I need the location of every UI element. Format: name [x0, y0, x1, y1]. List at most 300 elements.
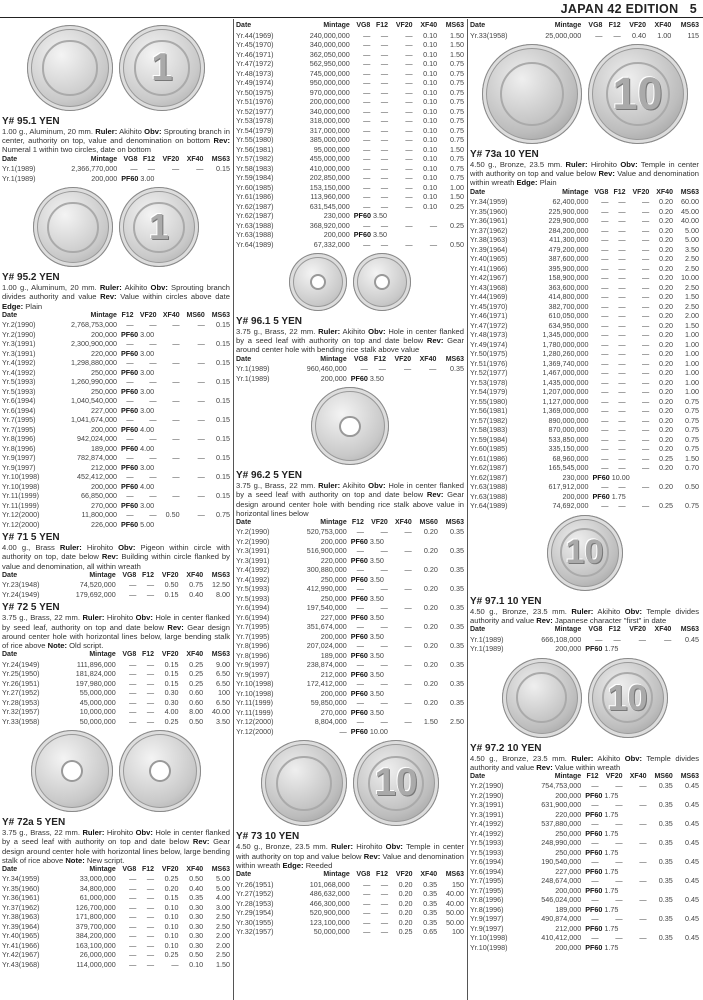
date-cell: Yr.35(1960): [2, 883, 40, 893]
price-cell: —: [601, 387, 609, 397]
price-cell: —: [129, 716, 137, 726]
proof-price: 10.00: [369, 726, 388, 736]
1yen-rev-coin-image: [119, 25, 205, 111]
price-cell: —: [601, 406, 609, 416]
proof-value-cell: [350, 211, 464, 221]
price-cell: 0.10: [164, 921, 179, 931]
catalog-entry: [470, 654, 699, 953]
price-cell: —: [405, 30, 413, 40]
entry-title: Y# 72 5 YEN: [2, 602, 60, 614]
date-cell: Yr.53(1978): [236, 116, 274, 125]
price-cell: 0.20: [658, 273, 673, 283]
price-cell: 0.20: [423, 622, 438, 632]
price-cell: —: [613, 634, 621, 644]
proof-row: [2, 406, 230, 416]
price-cell: 0.30: [189, 931, 204, 941]
price-cell: 1.50: [685, 453, 699, 463]
table-row: [2, 510, 230, 520]
column-header: MS63: [211, 651, 230, 659]
proof-value-cell: [347, 594, 464, 604]
price-cell: —: [639, 800, 647, 810]
price-cell: 0.75: [685, 444, 699, 454]
column-header: Date: [470, 188, 486, 196]
proof-price: 3.00: [140, 462, 155, 472]
mintage-cell: 225,900,000: [548, 206, 589, 216]
price-cell: 0.20: [658, 216, 673, 226]
price-cell: —: [618, 235, 626, 245]
price-cell: 0.20: [658, 254, 673, 264]
table-row: [236, 40, 464, 50]
price-cell: —: [363, 879, 371, 889]
date-cell: Yr.5(1993): [236, 584, 270, 594]
table-row: [236, 584, 464, 594]
mintage-cell: 617,912,000: [548, 482, 589, 492]
date-cell: Yr.4(1992): [236, 565, 270, 575]
coin-images: [470, 654, 699, 740]
column-header: VF20: [161, 651, 179, 659]
date-cell: Yr.55(1980): [236, 135, 274, 144]
price-cell: —: [146, 697, 155, 707]
5yen-obv-coin-image: [289, 253, 347, 311]
price-cell: —: [380, 889, 389, 899]
column-header: VF20: [162, 155, 180, 163]
price-cell: 0.20: [658, 282, 673, 292]
proof-value-cell: [347, 708, 464, 718]
date-cell: Yr.64(1989): [236, 239, 274, 249]
mintage-cell: 950,000,000: [309, 78, 350, 87]
mintage-cell: 412,990,000: [306, 584, 347, 594]
entry-title: Y# 71 5 YEN: [2, 532, 60, 544]
price-cell: 0.20: [658, 368, 673, 378]
price-cell: —: [129, 688, 137, 698]
description-label: Rev:: [167, 622, 184, 632]
column-header: Mintage: [89, 571, 116, 579]
price-cell: 0.10: [164, 940, 179, 950]
price-cell: —: [615, 857, 623, 867]
description-text: 3.75 g., Brass, 22 mm.: [236, 327, 316, 336]
price-cell: —: [404, 679, 412, 689]
proof-row: [470, 473, 699, 483]
date-cell: Yr.61(1986): [470, 453, 508, 463]
description-text: Gear design around center hole with bending rice stalk above value in horizontal lines below: [236, 490, 464, 518]
proof-price: 4.00: [140, 481, 155, 491]
mintage-cell: 455,000,000: [309, 154, 350, 163]
price-cell: —: [380, 59, 389, 68]
column-header: F12: [608, 626, 621, 634]
proof-row: [470, 924, 699, 934]
date-cell: Yr.11(1999): [2, 500, 40, 510]
mintage-cell: 172,412,000: [306, 679, 347, 689]
price-cell: 6.50: [216, 669, 230, 679]
date-cell: Yr.36(1961): [470, 216, 508, 226]
mintage-cell: 387,600,000: [548, 254, 589, 264]
price-cell: 0.25: [658, 453, 673, 463]
date-cell: Yr.54(1979): [236, 125, 274, 135]
5yen-obv-coin-image: [31, 730, 113, 812]
price-cell: —: [601, 197, 609, 207]
price-cell: —: [601, 434, 609, 444]
column-header: Date: [2, 865, 18, 873]
price-cell: 3.00: [216, 902, 230, 912]
entry-description: [2, 283, 230, 311]
column-header: VF20: [395, 22, 413, 29]
price-cell: 8.00: [189, 707, 204, 717]
proof-grade-label: PF60: [350, 707, 368, 717]
price-cell: 0.50: [165, 510, 180, 520]
date-cell: Yr.51(1976): [470, 358, 508, 368]
price-cell: —: [601, 396, 609, 406]
price-cell: —: [405, 125, 413, 135]
price-cell: 0.35: [450, 660, 464, 670]
description-label: Note:: [65, 855, 85, 865]
entry-description: [236, 842, 464, 870]
table-row: [470, 245, 699, 255]
proof-price: 1.75: [604, 904, 619, 914]
table-row: [2, 893, 230, 903]
date-cell: Yr.24(1949): [2, 659, 40, 669]
column-header: Date: [236, 871, 252, 879]
price-cell: —: [405, 220, 413, 230]
price-cell: —: [601, 425, 609, 435]
price-cell: 0.45: [685, 933, 699, 943]
price-cell: —: [601, 377, 609, 387]
proof-grade-label: PF60: [120, 386, 139, 396]
price-cell: 0.70: [685, 463, 699, 473]
proof-price: 3.50: [369, 536, 384, 546]
column-header: VF20: [632, 188, 650, 196]
date-cell: Yr.12(2000): [2, 519, 40, 529]
description-text: Pigeon within circle with authority on top, date below: [2, 543, 230, 562]
column-header: XF40: [419, 355, 437, 363]
price-cell: —: [363, 239, 371, 249]
price-cell: 0.25: [189, 659, 204, 669]
date-cell: Yr.57(1982): [470, 415, 508, 425]
price-cell: —: [129, 931, 137, 941]
price-cell: —: [129, 697, 137, 707]
price-cell: 1.50: [685, 292, 699, 302]
date-cell: Yr.9(1997): [236, 669, 270, 679]
price-cell: —: [618, 206, 626, 216]
description-text: Temple in center with authority on top and value below: [470, 160, 699, 179]
price-cell: —: [642, 377, 650, 387]
date-cell: Yr.49(1974): [236, 78, 274, 87]
price-cell: —: [197, 472, 205, 482]
price-cell: —: [642, 206, 650, 216]
table-row: [470, 406, 699, 416]
price-cell: —: [429, 239, 438, 249]
table-row: [470, 273, 699, 283]
date-cell: Yr.48(1973): [470, 330, 508, 340]
description-label: Obv:: [118, 543, 136, 553]
coin-numeral: 10: [612, 68, 663, 119]
mintage-cell: 610,050,000: [548, 311, 589, 321]
proof-value-cell: [117, 349, 230, 359]
proof-value-cell: [347, 632, 464, 642]
description-text: Akihito: [119, 127, 142, 136]
mintage-cell: 61,000,000: [79, 893, 116, 903]
description-text: Akihito: [597, 753, 621, 763]
mintage-cell: 200,000: [91, 173, 118, 183]
price-cell: 10.00: [681, 273, 699, 283]
price-cell: —: [129, 940, 137, 950]
price-cell: 0.20: [658, 387, 673, 397]
price-cell: 0.20: [658, 244, 673, 254]
price-cell: —: [601, 282, 609, 292]
price-cell: —: [404, 698, 412, 708]
price-cell: —: [405, 173, 413, 182]
price-cell: —: [126, 396, 134, 406]
table-row: [236, 698, 464, 708]
date-cell: Yr.38(1963): [2, 912, 40, 922]
price-cell: —: [363, 173, 371, 182]
1yen-obv-coin-image: [33, 187, 113, 267]
date-cell: Yr.32(1957): [236, 927, 274, 937]
coin-images: [236, 249, 464, 313]
date-cell: Yr.9(1997): [236, 660, 270, 670]
date-cell: Yr.56(1981): [470, 406, 508, 416]
description-text: 4.50 g., Bronze, 23.5 mm.: [470, 160, 563, 169]
price-cell: 0.75: [685, 415, 699, 425]
coin-numeral: 1: [148, 206, 170, 248]
table-row: [2, 903, 230, 913]
description-label: Obv:: [368, 481, 386, 491]
table-header-row: [236, 21, 464, 31]
table-row: [2, 320, 230, 330]
price-cell: —: [405, 97, 413, 106]
table-row: [470, 425, 699, 435]
price-cell: 0.15: [216, 434, 230, 444]
price-cell: —: [129, 959, 137, 969]
price-cell: —: [615, 819, 623, 829]
date-cell: Yr.42(1967): [470, 273, 508, 283]
price-cell: —: [591, 876, 599, 886]
mintage-table: [2, 865, 230, 970]
mintage-cell: 50,000,000: [313, 927, 350, 937]
price-cell: 0.75: [450, 163, 464, 173]
description-text: Plain: [25, 301, 43, 311]
price-cell: 0.25: [189, 669, 204, 679]
price-cell: —: [380, 927, 389, 937]
description-text: 3.75 g., Brass, 22 mm.: [2, 828, 80, 838]
catalog-entry: [2, 21, 230, 183]
price-cell: —: [380, 717, 388, 727]
price-cell: —: [363, 898, 371, 908]
mintage-cell: 101,068,000: [309, 879, 350, 889]
mintage-cell: 200,000: [555, 644, 582, 654]
date-cell: Yr.37(1962): [2, 902, 40, 912]
price-cell: 0.10: [423, 78, 438, 87]
table-row: [2, 912, 230, 922]
price-cell: —: [172, 434, 180, 444]
5yen-rev-coin-image: [311, 387, 389, 465]
price-cell: 0.35: [658, 876, 673, 886]
date-cell: Yr.34(1959): [470, 197, 508, 207]
price-cell: —: [380, 603, 388, 613]
price-cell: —: [380, 220, 389, 230]
mintage-cell: 1,260,990,000: [70, 377, 117, 387]
date-cell: Yr.11(1999): [2, 491, 40, 501]
date-cell: Yr.34(1959): [2, 874, 40, 884]
mintage-cell: 114,000,000: [76, 959, 116, 969]
price-cell: —: [146, 950, 155, 960]
price-cell: 0.20: [398, 879, 413, 889]
price-cell: —: [146, 893, 155, 903]
table-row: [470, 254, 699, 264]
price-cell: 0.35: [189, 893, 204, 903]
price-cell: 0.15: [216, 472, 230, 482]
price-cell: 0.35: [658, 800, 673, 810]
price-cell: 2.50: [685, 301, 699, 311]
price-cell: 0.35: [450, 546, 464, 556]
coin-images: [2, 183, 230, 269]
table-header-row: [236, 870, 464, 880]
price-cell: —: [380, 87, 389, 97]
price-cell: —: [363, 40, 371, 49]
price-cell: 0.15: [164, 893, 179, 903]
mintage-cell: 1,345,000,000: [542, 330, 589, 340]
coin-images: [2, 726, 230, 814]
date-cell: Yr.7(1995): [470, 885, 504, 895]
mintage-cell: 351,674,000: [306, 622, 347, 632]
proof-price: 3.00: [140, 329, 155, 339]
column-header: Date: [470, 772, 486, 780]
price-cell: —: [172, 164, 180, 174]
date-cell: Yr.53(1978): [470, 377, 508, 387]
date-cell: Yr.51(1976): [236, 97, 274, 106]
price-cell: —: [363, 59, 371, 68]
proof-price: 1.75: [604, 847, 619, 857]
table-row: [236, 50, 464, 60]
table-row: [236, 908, 464, 918]
date-cell: Yr.10(1998): [2, 481, 40, 491]
proof-grade-label: PF60: [585, 942, 603, 952]
price-cell: 40.00: [681, 216, 699, 226]
price-cell: 0.30: [189, 921, 204, 931]
proof-price: 5.00: [140, 519, 155, 529]
price-cell: 0.20: [398, 908, 413, 918]
mintage-cell: 200,000: [320, 688, 347, 698]
proof-value-cell: [117, 406, 230, 416]
price-cell: —: [642, 301, 650, 311]
price-cell: —: [149, 472, 157, 482]
coin-inner-ring: [133, 202, 184, 253]
table-row: [470, 235, 699, 245]
price-cell: 2.00: [216, 931, 230, 941]
mintage-cell: 212,000: [90, 462, 117, 472]
table-row: [470, 216, 699, 226]
price-cell: —: [405, 182, 413, 192]
price-cell: —: [601, 254, 609, 264]
price-cell: —: [146, 940, 155, 950]
mintage-cell: 190,540,000: [541, 857, 582, 867]
price-cell: 0.20: [658, 301, 673, 311]
price-cell: 0.10: [423, 116, 438, 125]
mintage-cell: 1,127,000,000: [542, 396, 589, 406]
table-row: [2, 707, 230, 717]
proof-value-cell: [117, 482, 230, 492]
price-cell: 0.75: [685, 425, 699, 435]
description-label: Edge:: [516, 178, 538, 188]
mintage-cell: 126,700,000: [75, 902, 116, 912]
proof-grade-label: PF60: [350, 688, 368, 698]
column-header: MS63: [211, 571, 230, 579]
description-label: Obv:: [624, 606, 643, 616]
price-cell: 4.00: [216, 893, 230, 903]
price-cell: 6.50: [216, 697, 230, 707]
date-cell: Yr.33(1958): [470, 30, 508, 40]
column-header: Date: [470, 626, 486, 634]
price-cell: 1.50: [450, 40, 464, 49]
table-header-row: [236, 518, 464, 528]
table-row: [470, 482, 699, 492]
price-cell: —: [404, 546, 412, 556]
coin-images: [236, 383, 464, 467]
price-cell: 0.75: [450, 97, 464, 106]
date-cell: Yr.5(1993): [236, 593, 270, 603]
date-cell: Yr.63(1988): [470, 482, 508, 492]
date-cell: Yr.61(1986): [236, 192, 274, 201]
mintage-cell: 207,024,000: [306, 641, 347, 651]
price-cell: —: [618, 387, 626, 397]
date-cell: Yr.35(1960): [470, 206, 508, 216]
column-header: VG8: [122, 865, 137, 873]
catalog-entry: [236, 21, 464, 249]
table-row: [236, 603, 464, 613]
column-header: VG8: [356, 871, 371, 879]
column-header: F12: [608, 22, 621, 29]
price-cell: —: [363, 87, 371, 97]
date-cell: Yr.4(1992): [2, 358, 36, 368]
price-cell: —: [618, 463, 626, 473]
date-cell: Yr.7(1995): [236, 631, 270, 641]
price-cell: 0.25: [164, 716, 179, 726]
proof-value-cell: [581, 924, 699, 934]
table-row: [236, 192, 464, 202]
catalog-entry: [236, 249, 464, 383]
description-text: 4.50 g., Bronze, 23.5 mm.: [470, 606, 567, 616]
date-cell: Yr.40(1965): [2, 931, 40, 941]
price-cell: —: [429, 220, 438, 230]
price-cell: —: [197, 415, 205, 425]
date-cell: Yr.45(1970): [470, 301, 508, 311]
price-cell: —: [601, 463, 609, 473]
price-cell: 0.15: [216, 491, 230, 501]
mintage-cell: 562,950,000: [309, 59, 350, 68]
mintage-table: [236, 518, 464, 737]
mintage-cell: 1,040,540,000: [70, 396, 117, 406]
price-cell: —: [380, 173, 389, 182]
price-cell: —: [363, 163, 371, 173]
price-cell: —: [642, 244, 650, 254]
table-row: [470, 31, 699, 41]
date-cell: Yr.12(2000): [236, 726, 274, 736]
price-cell: —: [642, 320, 650, 330]
price-cell: —: [363, 116, 371, 125]
mintage-cell: 1,369,000,000: [542, 406, 589, 416]
proof-value-cell: [589, 492, 699, 502]
mintage-table: [2, 311, 230, 530]
column-header: MS60: [654, 772, 673, 780]
description-label: Obv:: [135, 828, 153, 838]
mintage-cell: 890,000,000: [548, 415, 589, 425]
date-cell: Yr.26(1951): [2, 678, 40, 688]
table-header-row: [470, 772, 699, 782]
description-text: Temple in center with authority on top and value below: [236, 842, 464, 861]
mintage-cell: 200,000: [562, 491, 589, 501]
date-cell: Yr.41(1966): [470, 263, 508, 273]
price-cell: —: [601, 339, 609, 349]
table-row: [236, 202, 464, 212]
